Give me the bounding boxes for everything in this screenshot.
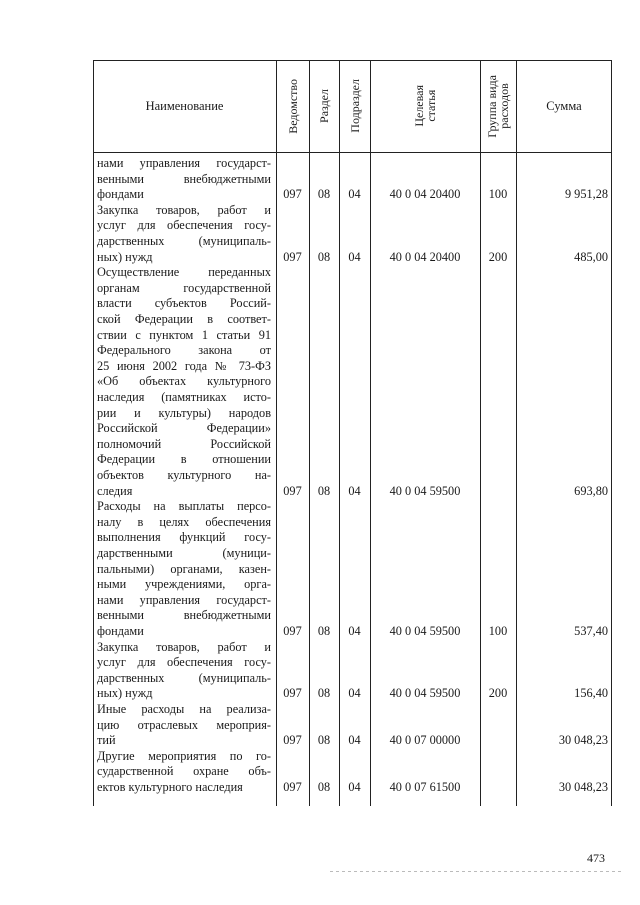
row-name-line: 25 июня 2002 года № 73-ФЗ xyxy=(97,358,271,373)
row-name-line: «Об объектах культурного xyxy=(97,374,271,389)
row-name-line: дарственных (муниципаль- xyxy=(97,670,271,685)
table-row xyxy=(93,702,612,749)
row-name xyxy=(97,499,271,639)
row-name-line: венными внебюджетными xyxy=(97,171,271,186)
header-celevaya-statya: Целевая статья xyxy=(412,85,438,127)
row-name-line: нами управления государст- xyxy=(97,592,271,607)
row-summa: 485,00 xyxy=(574,249,608,264)
row-razdel: 08 xyxy=(317,249,331,264)
header-name: Наименование xyxy=(145,98,224,113)
row-name-line: нами управления государст- xyxy=(97,156,271,170)
row-name-line: власти субъектов Россий- xyxy=(97,296,271,311)
header-razdel: Раздел xyxy=(317,89,331,123)
row-name-line: тий xyxy=(97,733,116,748)
row-name-line: Другие мероприятия по го- xyxy=(97,748,271,763)
row-summa: 30 048,23 xyxy=(558,733,608,748)
row-name-line: венными внебюджетными xyxy=(97,608,271,623)
row-razdel: 08 xyxy=(317,623,331,638)
row-vedomstvo: 097 xyxy=(283,686,302,701)
row-razdel: 08 xyxy=(317,187,331,202)
row-vedomstvo: 097 xyxy=(283,733,302,748)
row-celevaya-statya: 40 0 07 61500 xyxy=(389,780,461,794)
row-name-line: ных) нужд xyxy=(97,686,153,701)
row-gruppa: 100 xyxy=(488,187,508,202)
row-name-line: Федерального закона от xyxy=(97,343,271,358)
row-razdel: 08 xyxy=(317,686,331,701)
row-name-line: Иные расходы на реализа- xyxy=(97,702,271,716)
row-name-line: органам государственной xyxy=(97,280,271,295)
row-name-line: Федерации в отношении xyxy=(97,452,271,467)
row-vedomstvo: 097 xyxy=(283,187,302,202)
row-name-line: Осуществление переданных xyxy=(97,265,271,280)
table-row xyxy=(93,265,612,499)
row-name-line: услуг для обеспечения госу- xyxy=(97,218,271,233)
page-number: 473 xyxy=(587,851,605,865)
row-name-line: наследия (памятниках исто- xyxy=(97,389,271,404)
row-podrazdel: 04 xyxy=(348,780,361,794)
row-vedomstvo: 097 xyxy=(283,780,302,794)
row-celevaya-statya: 40 0 04 20400 xyxy=(389,249,461,264)
row-name-line: фондами xyxy=(97,623,144,638)
row-name-line: Российской Федерации» xyxy=(97,421,271,436)
row-name-line: дарственных (муниципаль- xyxy=(97,233,271,248)
row-name-line: сударственной охране объ- xyxy=(97,764,271,779)
row-name-line: цию отраслевых мероприя- xyxy=(97,717,271,732)
row-podrazdel: 04 xyxy=(348,249,361,264)
table-row xyxy=(93,156,612,203)
scan-artifact-line xyxy=(330,871,622,872)
row-name xyxy=(97,203,271,265)
row-razdel: 08 xyxy=(317,733,331,748)
row-name-line: услуг для обеспечения госу- xyxy=(97,655,271,670)
row-summa: 156,40 xyxy=(574,686,608,701)
row-name-line: ской Федерации в соответ- xyxy=(97,311,271,326)
row-podrazdel: 04 xyxy=(348,483,361,498)
header-summa: Сумма xyxy=(546,98,582,113)
table-row xyxy=(93,499,612,639)
table-row xyxy=(93,749,612,796)
row-podrazdel: 04 xyxy=(348,733,361,748)
row-name-line: Расходы на выплаты персо- xyxy=(97,499,271,514)
row-gruppa: 100 xyxy=(488,623,508,638)
row-gruppa: 200 xyxy=(488,249,508,264)
header-gruppa-vida-rashodov: Группа вида расходов xyxy=(485,74,511,138)
row-gruppa: 200 xyxy=(488,686,508,701)
row-summa: 9 951,28 xyxy=(564,187,608,202)
row-celevaya-statya: 40 0 04 59500 xyxy=(389,623,461,638)
row-name-line: налу в целях обеспечения xyxy=(97,514,271,529)
row-celevaya-statya: 40 0 04 59500 xyxy=(389,686,461,701)
row-podrazdel: 04 xyxy=(348,623,361,638)
row-summa: 537,40 xyxy=(574,623,608,638)
row-celevaya-statya: 40 0 04 59500 xyxy=(389,483,461,498)
row-podrazdel: 04 xyxy=(348,187,361,202)
row-celevaya-statya: 40 0 04 20400 xyxy=(389,187,461,202)
row-name xyxy=(97,702,271,749)
row-name-line: ствии с пунктом 1 статьи 91 xyxy=(97,327,271,342)
row-vedomstvo: 097 xyxy=(283,623,302,638)
row-name-line: ных) нужд xyxy=(97,249,153,264)
row-name-line: Закупка товаров, работ и xyxy=(97,639,271,654)
row-name xyxy=(97,640,271,702)
row-vedomstvo: 097 xyxy=(283,483,302,498)
row-name-line: дарственными (муници- xyxy=(97,545,271,560)
table-row xyxy=(93,203,612,265)
row-name xyxy=(97,749,271,796)
row-name-line: полномочий Российской xyxy=(97,436,271,451)
row-name-line: ектов культурного наследия xyxy=(97,779,243,794)
row-name-line: фондами xyxy=(97,187,144,202)
row-podrazdel: 04 xyxy=(348,686,361,701)
row-name-line: выполнения функций госу- xyxy=(97,530,271,545)
row-name-line: ными учреждениями, орга- xyxy=(97,577,271,592)
header-bottom-border xyxy=(93,152,612,153)
row-name-line: пальными) органами, казен- xyxy=(97,561,271,576)
row-summa: 30 048,23 xyxy=(558,780,608,794)
row-razdel: 08 xyxy=(317,483,331,498)
row-razdel: 08 xyxy=(317,780,331,794)
row-celevaya-statya: 40 0 07 00000 xyxy=(389,733,461,748)
row-summa: 693,80 xyxy=(574,483,608,498)
table-row xyxy=(93,640,612,702)
row-name-line: рии и культуры) народов xyxy=(97,405,271,420)
row-name-line: Закупка товаров, работ и xyxy=(97,202,271,217)
header-podrazdel: Подраздел xyxy=(347,79,362,133)
row-name-line: объектов культурного на- xyxy=(97,467,271,482)
row-name xyxy=(97,156,271,203)
budget-table xyxy=(93,60,612,806)
row-name-line: следия xyxy=(97,483,133,498)
row-name xyxy=(97,265,271,499)
header-vedomstvo: Ведомство xyxy=(285,78,300,134)
row-vedomstvo: 097 xyxy=(283,249,302,264)
